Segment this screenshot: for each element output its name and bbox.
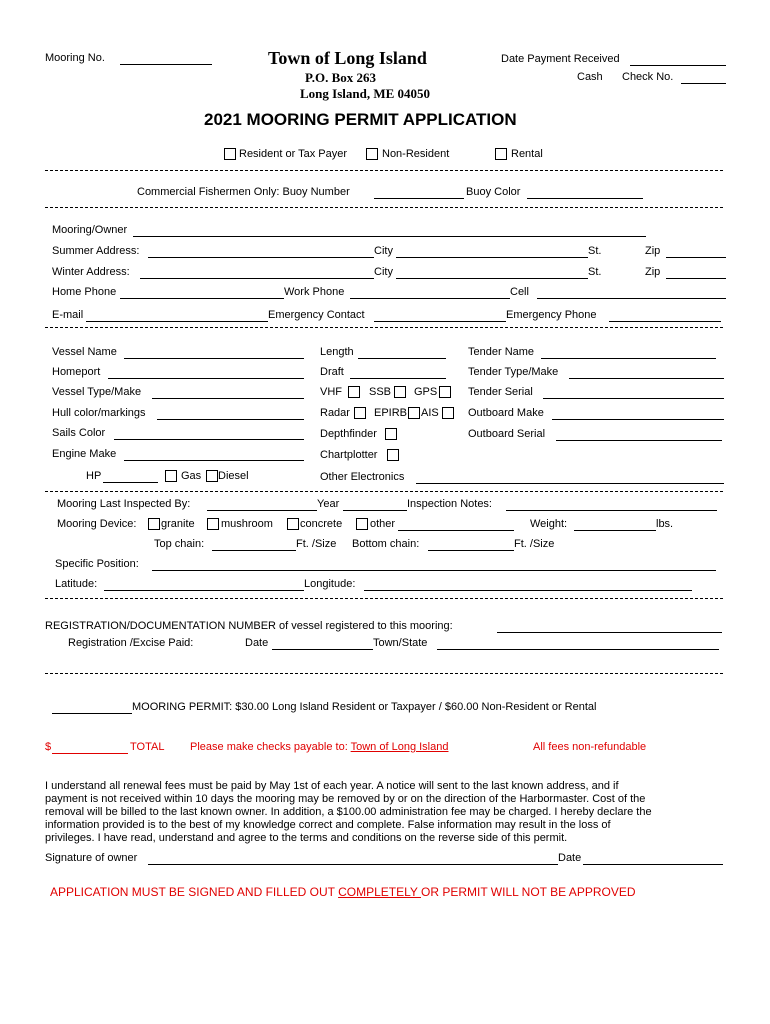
outboard-make-label: Outboard Make: [468, 407, 544, 419]
divider: [45, 327, 723, 328]
town-state-label: Town/State: [373, 637, 428, 649]
gps-checkbox[interactable]: [439, 386, 451, 398]
emergency-phone-label: Emergency Phone: [506, 309, 597, 321]
dollar-sign: $: [45, 741, 52, 753]
outboard-make-field[interactable]: [552, 407, 724, 420]
hp-field[interactable]: [103, 470, 158, 483]
top-chain-size-label: Ft. /Size: [296, 538, 337, 550]
gas-label: Gas: [181, 470, 202, 482]
work-phone-field[interactable]: [350, 286, 510, 299]
divider: [45, 673, 723, 674]
other-label: other: [370, 518, 396, 530]
buoy-number-label: Commercial Fishermen Only: Buoy Number: [137, 186, 350, 198]
draft-label: Draft: [320, 366, 344, 378]
terms-line: information provided is to the best of my knowledge correct and complete. False information may result in the loss of: [45, 819, 611, 831]
registration-field[interactable]: [497, 620, 722, 633]
permit-fee-label: MOORING PERMIT: $30.00 Long Island Resident or Taxpayer / $60.00 Non-Resident or Rental: [132, 701, 597, 713]
inspection-notes-field[interactable]: [506, 498, 717, 511]
emergency-contact-field[interactable]: [374, 309, 506, 322]
inspection-notes-label: Inspection Notes:: [407, 498, 492, 510]
cell-label: Cell: [510, 286, 529, 298]
longitude-label: Longitude:: [304, 578, 356, 590]
permit-fee-field[interactable]: [52, 701, 132, 714]
bottom-chain-label: Bottom chain:: [352, 538, 420, 550]
tender-type-field[interactable]: [569, 366, 724, 379]
concrete-checkbox[interactable]: [287, 518, 299, 530]
top-chain-label: Top chain:: [154, 538, 205, 550]
buoy-color-label: Buoy Color: [466, 186, 521, 198]
divider: [45, 170, 723, 171]
page-title: 2021 MOORING PERMIT APPLICATION: [204, 110, 517, 129]
summer-city-field[interactable]: [396, 245, 588, 258]
winter-address-field[interactable]: [140, 266, 374, 279]
engine-label: Engine Make: [52, 448, 117, 460]
terms-line: privileges. I have read, understand and agree to the terms and conditions on the reverse side of this permit.: [45, 832, 568, 844]
other-electronics-label: Other Electronics: [320, 471, 405, 483]
ssb-label: SSB: [369, 386, 392, 398]
sails-label: Sails Color: [52, 427, 106, 439]
bottom-chain-size-label: Ft. /Size: [514, 538, 555, 550]
radar-label: Radar: [320, 407, 350, 419]
checks-payable-label: Please make checks payable to: Town of Long Island: [190, 741, 449, 753]
ssb-checkbox[interactable]: [394, 386, 406, 398]
homeport-field[interactable]: [108, 366, 304, 379]
town-city: Long Island, ME 04050: [300, 86, 431, 101]
vessel-name-field[interactable]: [124, 346, 304, 359]
resident-checkbox[interactable]: [224, 148, 236, 160]
last-inspected-field[interactable]: [207, 498, 317, 511]
epirb-checkbox[interactable]: [408, 407, 420, 419]
depthfinder-label: Depthfinder: [320, 428, 377, 440]
diesel-checkbox[interactable]: [206, 470, 218, 482]
registration-label: REGISTRATION/DOCUMENTATION NUMBER of vessel registered to this mooring:: [45, 620, 453, 632]
winter-zip-label: Zip: [645, 266, 661, 278]
granite-checkbox[interactable]: [148, 518, 160, 530]
specific-position-label: Specific Position:: [55, 558, 139, 570]
winter-city-label: City: [374, 266, 393, 278]
concrete-label: concrete: [300, 518, 343, 530]
diesel-label: Diesel: [218, 470, 249, 482]
tender-serial-field[interactable]: [543, 386, 724, 399]
other-checkbox[interactable]: [356, 518, 368, 530]
winter-address-label: Winter Address:: [52, 266, 130, 278]
homeport-label: Homeport: [52, 366, 101, 378]
mooring-no-field[interactable]: [120, 52, 212, 65]
vhf-label: VHF: [320, 386, 342, 398]
length-label: Length: [320, 346, 354, 358]
non-resident-checkbox[interactable]: [366, 148, 378, 160]
hull-label: Hull color/markings: [52, 407, 146, 419]
emergency-phone-field[interactable]: [609, 309, 721, 322]
gps-label: GPS: [414, 386, 438, 398]
specific-position-field[interactable]: [152, 558, 716, 571]
tender-name-field[interactable]: [541, 346, 716, 359]
tender-type-label: Tender Type/Make: [468, 366, 559, 378]
bottom-chain-field[interactable]: [428, 538, 514, 551]
winter-zip-field[interactable]: [666, 266, 726, 279]
cash-label: Cash: [577, 71, 603, 83]
longitude-field[interactable]: [364, 578, 692, 591]
hull-field[interactable]: [157, 407, 304, 420]
winter-st-label: St.: [588, 266, 602, 278]
year-label: Year: [317, 498, 340, 510]
other-electronics-field[interactable]: [416, 471, 724, 484]
vessel-type-label: Vessel Type/Make: [52, 386, 142, 398]
check-no-field[interactable]: [681, 71, 726, 84]
draft-field[interactable]: [350, 366, 446, 379]
total-field[interactable]: [52, 741, 128, 754]
date-payment-field[interactable]: [630, 53, 726, 66]
buoy-color-field[interactable]: [527, 186, 643, 199]
divider: [45, 598, 723, 599]
summer-address-field[interactable]: [148, 245, 374, 258]
excise-date-label: Date: [245, 637, 269, 649]
last-inspected-label: Mooring Last Inspected By:: [57, 498, 191, 510]
outboard-serial-label: Outboard Serial: [468, 428, 546, 440]
summer-address-label: Summer Address:: [52, 245, 140, 257]
radar-checkbox[interactable]: [354, 407, 366, 419]
summer-st-label: St.: [588, 245, 602, 257]
latitude-label: Latitude:: [55, 578, 98, 590]
po-box: P.O. Box 263: [305, 70, 377, 85]
epirb-label: EPIRB: [374, 407, 408, 419]
approval-warning: APPLICATION MUST BE SIGNED AND FILLED OUT COMPLETELY OR PERMIT WILL NOT BE APPROVED: [50, 885, 636, 899]
rental-label: Rental: [511, 148, 543, 160]
weight-label: Weight:: [530, 518, 568, 530]
divider: [45, 491, 723, 492]
lbs-label: lbs.: [656, 518, 674, 530]
signature-label: Signature of owner: [45, 852, 138, 864]
winter-city-field[interactable]: [396, 266, 588, 279]
payee-name: Town of Long Island: [350, 741, 449, 753]
mushroom-checkbox[interactable]: [207, 518, 219, 530]
ais-label: AIS: [421, 407, 439, 419]
hp-label: HP: [86, 470, 102, 482]
excise-date-field[interactable]: [272, 637, 373, 650]
email-label: E-mail: [52, 309, 84, 321]
summer-zip-field[interactable]: [666, 245, 726, 258]
length-field[interactable]: [358, 346, 446, 359]
granite-label: granite: [161, 518, 195, 530]
home-phone-label: Home Phone: [52, 286, 117, 298]
non-refundable-note: All fees non-refundable: [533, 741, 647, 753]
cell-field[interactable]: [537, 286, 726, 299]
mushroom-label: mushroom: [221, 518, 273, 530]
year-field[interactable]: [343, 498, 407, 511]
mooring-device-label: Mooring Device:: [57, 518, 137, 530]
vhf-checkbox[interactable]: [348, 386, 360, 398]
town-name: Town of Long Island: [268, 48, 427, 68]
engine-field[interactable]: [124, 448, 304, 461]
weight-field[interactable]: [574, 518, 656, 531]
buoy-number-field[interactable]: [374, 186, 464, 199]
resident-label: Resident or Tax Payer: [239, 148, 348, 160]
mooring-no-label: Mooring No.: [45, 52, 105, 64]
latitude-field[interactable]: [104, 578, 304, 591]
check-no-label: Check No.: [622, 71, 674, 83]
signature-field[interactable]: [148, 852, 558, 865]
signature-date-label: Date: [558, 852, 582, 864]
email-field[interactable]: [86, 309, 268, 322]
rental-checkbox[interactable]: [495, 148, 507, 160]
summer-zip-label: Zip: [645, 245, 661, 257]
date-payment-label: Date Payment Received: [501, 53, 620, 65]
warning-emphasis: COMPLETELY: [338, 885, 421, 899]
mooring-owner-label: Mooring/Owner: [52, 224, 128, 236]
ais-checkbox[interactable]: [442, 407, 454, 419]
tender-serial-label: Tender Serial: [468, 386, 533, 398]
depthfinder-checkbox[interactable]: [385, 428, 397, 440]
chartplotter-label: Chartplotter: [320, 449, 378, 461]
vessel-type-field[interactable]: [152, 386, 304, 399]
excise-paid-label: Registration /Excise Paid:: [68, 637, 194, 649]
town-state-field[interactable]: [437, 637, 719, 650]
outboard-serial-field[interactable]: [556, 428, 722, 441]
non-resident-label: Non-Resident: [382, 148, 450, 160]
other-field[interactable]: [398, 518, 514, 531]
vessel-name-label: Vessel Name: [52, 346, 117, 358]
terms-line: removal will be billed to the last known owner. In addition, a $100.00 administration fee may be charged. I hereby declare the: [45, 806, 652, 818]
gas-checkbox[interactable]: [165, 470, 177, 482]
divider: [45, 207, 723, 208]
tender-name-label: Tender Name: [468, 346, 535, 358]
signature-date-field[interactable]: [583, 852, 723, 865]
home-phone-field[interactable]: [120, 286, 284, 299]
terms-line: I understand all renewal fees must be paid by May 1st of each year. A notice will sent to the last known address, and if: [45, 780, 619, 792]
top-chain-field[interactable]: [212, 538, 296, 551]
total-label: TOTAL: [130, 741, 165, 753]
sails-field[interactable]: [114, 427, 304, 440]
emergency-contact-label: Emergency Contact: [268, 309, 365, 321]
mooring-owner-field[interactable]: [133, 224, 646, 237]
chartplotter-checkbox[interactable]: [387, 449, 399, 461]
work-phone-label: Work Phone: [284, 286, 345, 298]
summer-city-label: City: [374, 245, 393, 257]
terms-line: payment is not received within 10 days the mooring may be removed by or on the direction of the Harbormaster. Cost of the: [45, 793, 646, 805]
